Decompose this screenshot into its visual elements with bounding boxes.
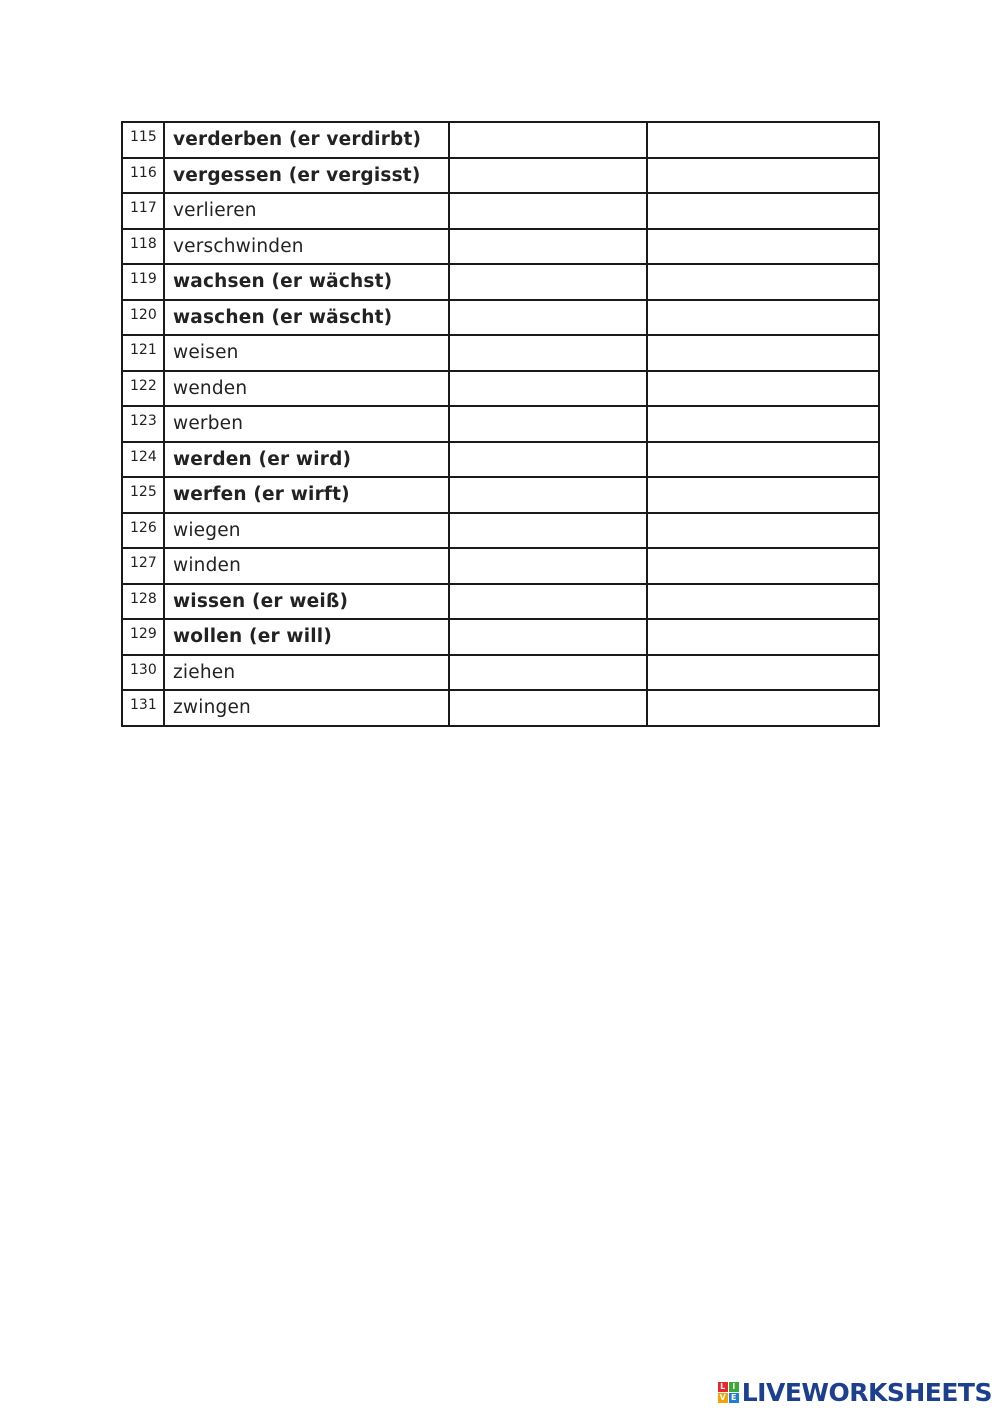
verb-table-body — [122, 122, 879, 726]
row-number: 118 — [122, 229, 164, 265]
verb-cell: waschen (er wäscht) — [164, 300, 449, 336]
table-row — [122, 406, 879, 442]
answer-cell-1[interactable] — [449, 193, 647, 229]
table-row — [122, 264, 879, 300]
answer-cell-2[interactable] — [647, 300, 879, 336]
row-number: 121 — [122, 335, 164, 371]
verb-cell: weisen — [164, 335, 449, 371]
answer-cell-1[interactable] — [449, 264, 647, 300]
answer-cell-1[interactable] — [449, 655, 647, 691]
logo-text: LIVEWORKSHEETS — [741, 1378, 992, 1407]
logo-mark-icon — [718, 1382, 739, 1403]
table-row — [122, 619, 879, 655]
verb-cell: zwingen — [164, 690, 449, 726]
liveworksheets-logo — [718, 1378, 992, 1407]
row-number: 127 — [122, 548, 164, 584]
answer-cell-2[interactable] — [647, 442, 879, 478]
answer-cell-1[interactable] — [449, 690, 647, 726]
answer-cell-2[interactable] — [647, 655, 879, 691]
table-row — [122, 584, 879, 620]
answer-cell-1[interactable] — [449, 335, 647, 371]
verb-cell: wiegen — [164, 513, 449, 549]
row-number: 124 — [122, 442, 164, 478]
verb-cell: werfen (er wirft) — [164, 477, 449, 513]
answer-cell-2[interactable] — [647, 406, 879, 442]
verb-cell: ziehen — [164, 655, 449, 691]
table-row — [122, 548, 879, 584]
row-number: 125 — [122, 477, 164, 513]
verb-cell: wissen (er weiß) — [164, 584, 449, 620]
verb-cell: werden (er wird) — [164, 442, 449, 478]
answer-cell-1[interactable] — [449, 584, 647, 620]
table-row — [122, 122, 879, 158]
row-number: 128 — [122, 584, 164, 620]
row-number: 130 — [122, 655, 164, 691]
answer-cell-2[interactable] — [647, 335, 879, 371]
answer-cell-1[interactable] — [449, 158, 647, 194]
row-number: 126 — [122, 513, 164, 549]
row-number: 123 — [122, 406, 164, 442]
verb-cell: wenden — [164, 371, 449, 407]
answer-cell-2[interactable] — [647, 584, 879, 620]
logo-mark-letter: E — [729, 1393, 739, 1403]
verb-cell: vergessen (er vergisst) — [164, 158, 449, 194]
row-number: 116 — [122, 158, 164, 194]
verb-cell: werben — [164, 406, 449, 442]
answer-cell-2[interactable] — [647, 477, 879, 513]
verb-cell: verlieren — [164, 193, 449, 229]
answer-cell-1[interactable] — [449, 619, 647, 655]
answer-cell-2[interactable] — [647, 158, 879, 194]
row-number: 120 — [122, 300, 164, 336]
table-row — [122, 513, 879, 549]
table-row — [122, 300, 879, 336]
answer-cell-2[interactable] — [647, 619, 879, 655]
answer-cell-1[interactable] — [449, 442, 647, 478]
table-row — [122, 690, 879, 726]
answer-cell-1[interactable] — [449, 371, 647, 407]
verb-cell: winden — [164, 548, 449, 584]
table-row — [122, 655, 879, 691]
answer-cell-1[interactable] — [449, 122, 647, 158]
answer-cell-2[interactable] — [647, 229, 879, 265]
verb-cell: verschwinden — [164, 229, 449, 265]
answer-cell-2[interactable] — [647, 513, 879, 549]
row-number: 129 — [122, 619, 164, 655]
row-number: 131 — [122, 690, 164, 726]
verb-table — [121, 121, 880, 727]
table-row — [122, 158, 879, 194]
row-number: 115 — [122, 122, 164, 158]
verb-cell: wollen (er will) — [164, 619, 449, 655]
logo-mark-letter: L — [718, 1382, 728, 1392]
table-row — [122, 371, 879, 407]
verb-cell: verderben (er verdirbt) — [164, 122, 449, 158]
logo-mark-letter: I — [729, 1382, 739, 1392]
table-row — [122, 442, 879, 478]
answer-cell-2[interactable] — [647, 193, 879, 229]
answer-cell-1[interactable] — [449, 548, 647, 584]
table-row — [122, 477, 879, 513]
logo-mark-letter: V — [719, 1393, 726, 1402]
answer-cell-1[interactable] — [449, 300, 647, 336]
answer-cell-1[interactable] — [449, 477, 647, 513]
verb-cell: wachsen (er wächst) — [164, 264, 449, 300]
row-number: 117 — [122, 193, 164, 229]
answer-cell-1[interactable] — [449, 406, 647, 442]
table-row — [122, 193, 879, 229]
answer-cell-1[interactable] — [449, 513, 647, 549]
answer-cell-2[interactable] — [647, 264, 879, 300]
answer-cell-2[interactable] — [647, 371, 879, 407]
answer-cell-2[interactable] — [647, 690, 879, 726]
answer-cell-2[interactable] — [647, 122, 879, 158]
row-number: 122 — [122, 371, 164, 407]
row-number: 119 — [122, 264, 164, 300]
answer-cell-2[interactable] — [647, 548, 879, 584]
table-row — [122, 335, 879, 371]
answer-cell-1[interactable] — [449, 229, 647, 265]
table-row — [122, 229, 879, 265]
